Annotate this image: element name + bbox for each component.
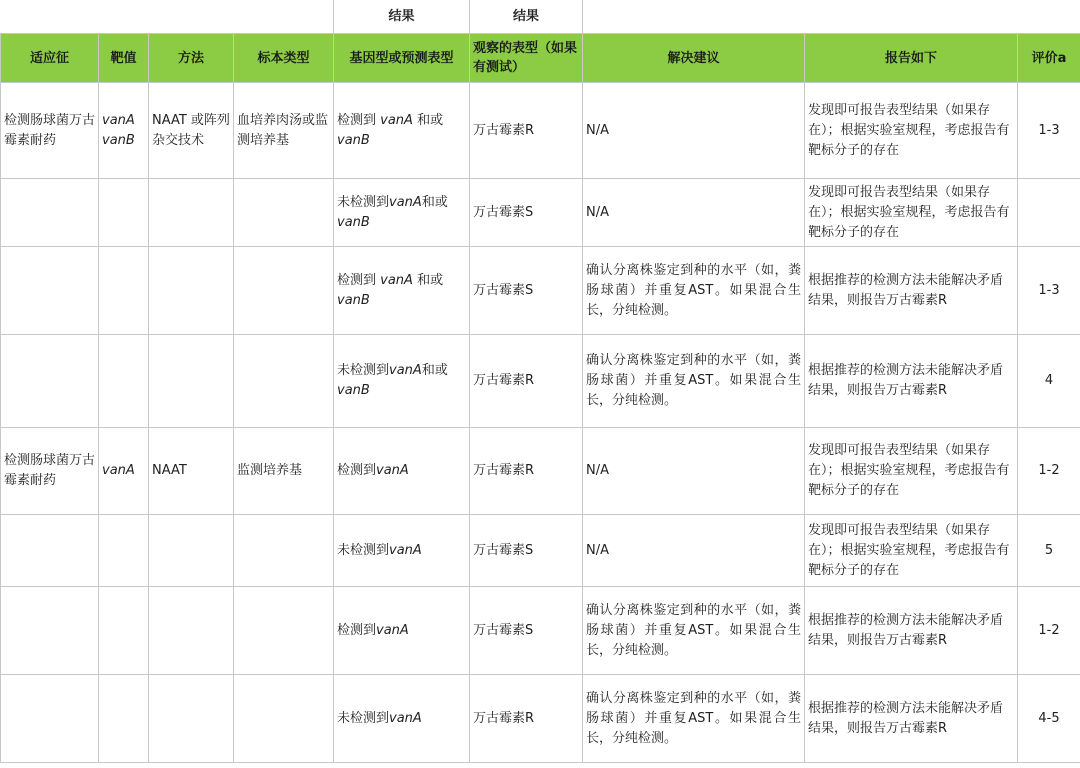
indication-cell bbox=[1, 335, 99, 428]
genotype-text: 未检测到 bbox=[337, 194, 390, 210]
header-rating: 评价a bbox=[1018, 34, 1080, 83]
genotype-gene: vanA bbox=[389, 710, 422, 726]
genotype-gene: vanA bbox=[376, 622, 409, 638]
target-cell bbox=[99, 515, 149, 587]
table-row bbox=[1, 335, 1080, 428]
rating-cell bbox=[1018, 179, 1080, 247]
rating-cell: 1-2 bbox=[1018, 428, 1080, 515]
genotype-text: 未检测到 bbox=[337, 542, 390, 558]
report-cell: 根据推荐的检测方法未能解决矛盾结果，则报告万古霉素R bbox=[805, 675, 1018, 763]
genotype-conjunction: 和或 bbox=[421, 363, 448, 378]
header-resolution: 解决建议 bbox=[583, 34, 805, 83]
rating-cell: 4 bbox=[1018, 335, 1080, 428]
method-cell bbox=[149, 515, 234, 587]
report-cell: 根据推荐的检测方法未能解决矛盾结果，则报告万古霉素R bbox=[805, 247, 1018, 335]
genotype-gene: vanA bbox=[389, 542, 422, 558]
genotype-gene: vanB bbox=[337, 383, 370, 398]
method-cell bbox=[149, 179, 234, 247]
method-cell bbox=[149, 247, 234, 335]
genotype-gene: vanA bbox=[389, 363, 422, 378]
genotype-gene: vanA bbox=[376, 463, 409, 478]
genotype-conjunction: 和或 bbox=[412, 272, 444, 288]
genotype-text: 检测到 bbox=[337, 272, 381, 288]
report-cell: 根据推荐的检测方法未能解决矛盾结果，则报告万古霉素R bbox=[805, 587, 1018, 675]
rating-cell: 4-5 bbox=[1018, 675, 1080, 763]
header-target: 靶值 bbox=[99, 34, 149, 83]
indication-cell: 检测肠球菌万古霉素耐药 bbox=[1, 83, 99, 179]
genotype-cell bbox=[334, 83, 470, 179]
target-gene: vanA bbox=[102, 112, 135, 128]
phenotype-cell: 万古霉素S bbox=[470, 247, 583, 335]
report-cell: 发现即可报告表型结果（如果存在）；根据实验室规程，考虑报告有靶标分子的存在 bbox=[805, 515, 1018, 587]
resolution-cell: N/A bbox=[583, 515, 805, 587]
target-cell bbox=[99, 83, 149, 179]
genotype-text: 检测到 bbox=[337, 112, 381, 128]
table-row bbox=[1, 675, 1080, 763]
table-row bbox=[1, 247, 1080, 335]
genotype-text: 未检测到 bbox=[337, 710, 390, 726]
resolution-cell: N/A bbox=[583, 83, 805, 179]
phenotype-cell: 万古霉素R bbox=[470, 675, 583, 763]
top-blank-cell-right bbox=[583, 0, 1080, 34]
target-cell bbox=[99, 675, 149, 763]
resolution-cell: N/A bbox=[583, 179, 805, 247]
resolution-cell: 确认分离株鉴定到种的水平（如，粪肠球菌）并重复AST。如果混合生长，分纯检测。 bbox=[583, 675, 805, 763]
resolution-cell: 确认分离株鉴定到种的水平（如，粪肠球菌）并重复AST。如果混合生长，分纯检测。 bbox=[583, 587, 805, 675]
indication-cell bbox=[1, 179, 99, 247]
phenotype-cell: 万古霉素R bbox=[470, 83, 583, 179]
result-group-row bbox=[1, 0, 1080, 34]
genotype-gene: vanA bbox=[380, 272, 413, 288]
specimen-cell bbox=[234, 335, 334, 428]
specimen-cell bbox=[234, 675, 334, 763]
target-cell bbox=[99, 335, 149, 428]
target-cell bbox=[99, 587, 149, 675]
specimen-cell bbox=[234, 247, 334, 335]
phenotype-cell: 万古霉素S bbox=[470, 587, 583, 675]
method-cell bbox=[149, 335, 234, 428]
result-label-genotype: 结果 bbox=[334, 0, 470, 34]
phenotype-cell: 万古霉素S bbox=[470, 179, 583, 247]
report-cell: 发现即可报告表型结果（如果存在）；根据实验室规程，考虑报告有靶标分子的存在 bbox=[805, 428, 1018, 515]
genotype-gene: vanA bbox=[389, 194, 422, 210]
genotype-cell bbox=[334, 335, 470, 428]
table-row bbox=[1, 515, 1080, 587]
indication-cell bbox=[1, 247, 99, 335]
table-row bbox=[1, 428, 1080, 515]
genotype-gene: vanB bbox=[337, 132, 370, 148]
phenotype-cell: 万古霉素S bbox=[470, 515, 583, 587]
genotype-cell bbox=[334, 179, 470, 247]
genotype-gene: vanB bbox=[337, 292, 370, 308]
target-cell bbox=[99, 179, 149, 247]
genotype-text: 检测到 bbox=[337, 622, 377, 638]
top-blank-cell bbox=[1, 0, 334, 34]
indication-cell bbox=[1, 515, 99, 587]
specimen-cell bbox=[234, 515, 334, 587]
report-cell: 发现即可报告表型结果（如果存在）；根据实验室规程，考虑报告有靶标分子的存在 bbox=[805, 83, 1018, 179]
genotype-text: 检测到 bbox=[337, 463, 377, 478]
phenotype-cell: 万古霉素R bbox=[470, 428, 583, 515]
resolution-cell: 确认分离株鉴定到种的水平（如，粪肠球菌）并重复AST。如果混合生长，分纯检测。 bbox=[583, 335, 805, 428]
method-cell bbox=[149, 587, 234, 675]
method-cell: NAAT 或阵列杂交技术 bbox=[149, 83, 234, 179]
resolution-cell: N/A bbox=[583, 428, 805, 515]
rating-cell: 1-3 bbox=[1018, 83, 1080, 179]
genotype-gene: vanA bbox=[380, 112, 413, 128]
genotype-cell bbox=[334, 428, 470, 515]
genotype-conjunction: 和或 bbox=[412, 112, 444, 128]
genotype-cell bbox=[334, 515, 470, 587]
header-genotype: 基因型或预测表型 bbox=[334, 34, 470, 83]
header-method: 方法 bbox=[149, 34, 234, 83]
genotype-cell bbox=[334, 675, 470, 763]
specimen-cell bbox=[234, 587, 334, 675]
rating-cell: 5 bbox=[1018, 515, 1080, 587]
indication-cell bbox=[1, 587, 99, 675]
genotype-gene: vanB bbox=[337, 214, 370, 230]
genotype-cell bbox=[334, 247, 470, 335]
specimen-cell: 监测培养基 bbox=[234, 428, 334, 515]
rating-cell: 1-2 bbox=[1018, 587, 1080, 675]
target-gene: vanB bbox=[102, 132, 135, 148]
table-row bbox=[1, 83, 1080, 179]
target-cell bbox=[99, 428, 149, 515]
indication-cell bbox=[1, 675, 99, 763]
indication-cell: 检测肠球菌万古霉素耐药 bbox=[1, 428, 99, 515]
table-row bbox=[1, 179, 1080, 247]
rating-cell: 1-3 bbox=[1018, 247, 1080, 335]
result-label-phenotype: 结果 bbox=[470, 0, 583, 34]
method-cell: NAAT bbox=[149, 428, 234, 515]
genotype-conjunction: 和或 bbox=[421, 194, 448, 210]
report-cell: 发现即可报告表型结果（如果存在）；根据实验室规程，考虑报告有靶标分子的存在 bbox=[805, 179, 1018, 247]
target-cell bbox=[99, 247, 149, 335]
method-cell bbox=[149, 675, 234, 763]
header-phenotype: 观察的表型（如果有测试） bbox=[470, 34, 583, 83]
header-specimen: 标本类型 bbox=[234, 34, 334, 83]
header-indication: 适应征 bbox=[1, 34, 99, 83]
resolution-cell: 确认分离株鉴定到种的水平（如，粪肠球菌）并重复AST。如果混合生长，分纯检测。 bbox=[583, 247, 805, 335]
phenotype-cell: 万古霉素R bbox=[470, 335, 583, 428]
target-gene: vanA bbox=[102, 463, 135, 478]
header-report: 报告如下 bbox=[805, 34, 1018, 83]
report-cell: 根据推荐的检测方法未能解决矛盾结果，则报告万古霉素R bbox=[805, 335, 1018, 428]
specimen-cell: 血培养肉汤或监测培养基 bbox=[234, 83, 334, 179]
header-row bbox=[1, 34, 1080, 83]
genotype-cell bbox=[334, 587, 470, 675]
table-row bbox=[1, 587, 1080, 675]
specimen-cell bbox=[234, 179, 334, 247]
genotype-text: 未检测到 bbox=[337, 363, 390, 378]
